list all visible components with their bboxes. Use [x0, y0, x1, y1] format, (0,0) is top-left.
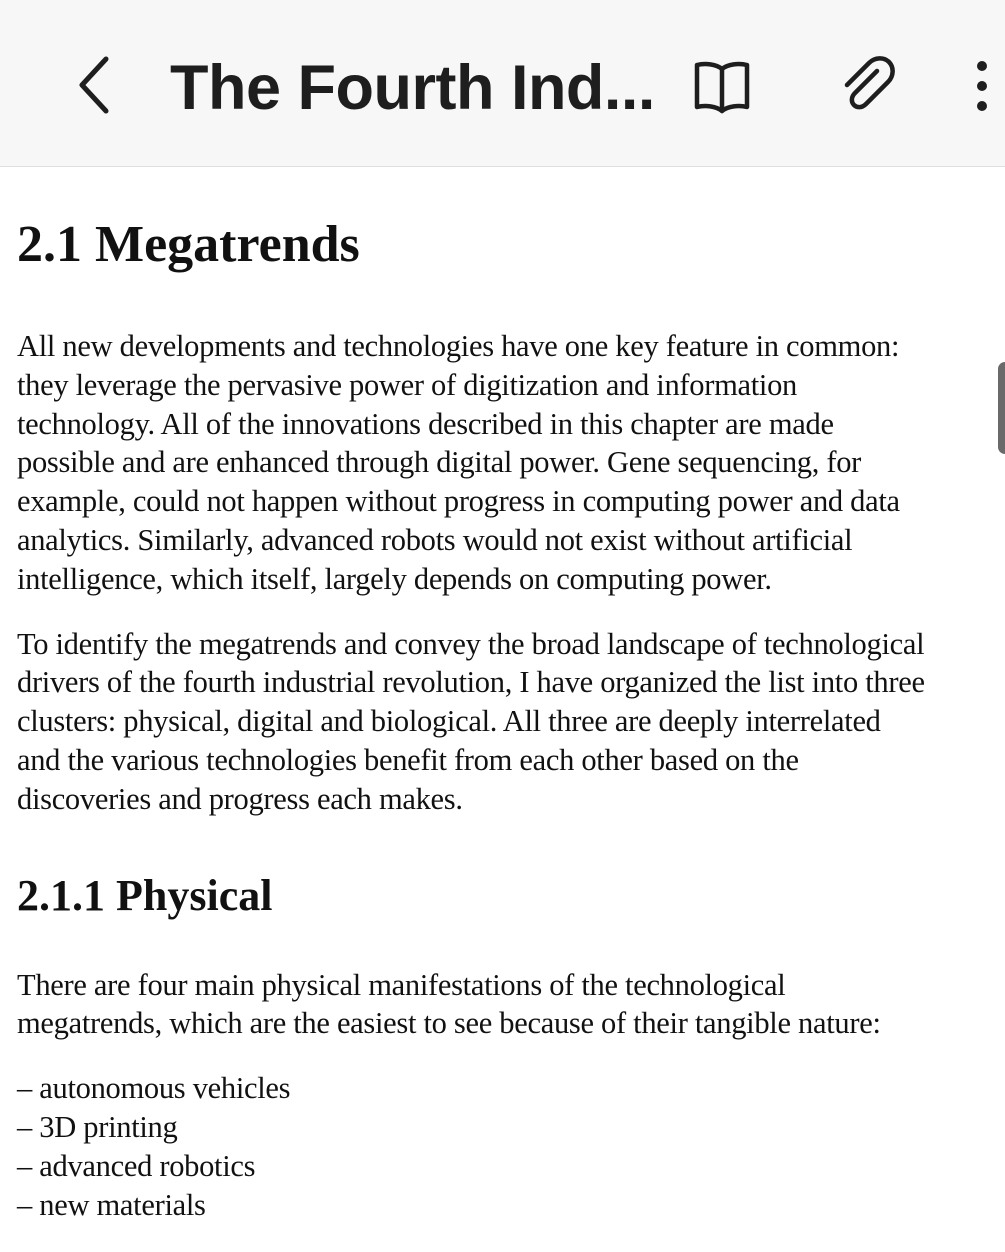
- subsection-heading: 2.1.1 Physical: [17, 870, 273, 920]
- reading-mode-button[interactable]: [684, 48, 760, 124]
- section-heading: 2.1 Megatrends: [17, 216, 360, 273]
- scrollbar-handle[interactable]: [998, 362, 1005, 454]
- bullet-list: [17, 1069, 992, 1224]
- book-title: The Fourth Ind...: [170, 53, 655, 123]
- more-options-button[interactable]: [950, 48, 1005, 124]
- book-open-icon: [691, 57, 753, 115]
- app-bar: [0, 0, 1005, 167]
- paperclip-icon: [833, 53, 899, 119]
- back-button[interactable]: [62, 50, 126, 120]
- paragraph: To identify the megatrends and convey the broad landscape of technological drivers of the fourth industrial revolution, I have organized the list into three clusters: physical, digital and biological. All three are deeply interrelated and the various technologies benefit from each other based on the discoveries and progress each makes.: [17, 626, 925, 816]
- document-content: [17, 195, 992, 1224]
- chevron-left-icon: [74, 53, 114, 117]
- list-item: – 3D printing: [17, 1109, 178, 1144]
- more-vertical-icon: [972, 56, 992, 116]
- paragraph: There are four main physical manifestations of the technological megatrends, which are the easiest to see because of their tangible nature:: [17, 967, 881, 1041]
- list-item: – advanced robotics: [17, 1148, 256, 1183]
- paragraph: All new developments and technologies have one key feature in common: they leverage the pervasive power of digitization and information technology. All of the innovations described in this chapter are made possible and are enhanced through digital power. Gene sequencing, for example, could not happen without progress in computing power and data analytics. Similarly, advanced robots would not exist without artificial intelligence, which itself, largely depends on computing power.: [17, 329, 900, 596]
- list-item: – new materials: [17, 1187, 206, 1222]
- attach-button[interactable]: [828, 48, 904, 124]
- list-item: – autonomous vehicles: [17, 1071, 291, 1106]
